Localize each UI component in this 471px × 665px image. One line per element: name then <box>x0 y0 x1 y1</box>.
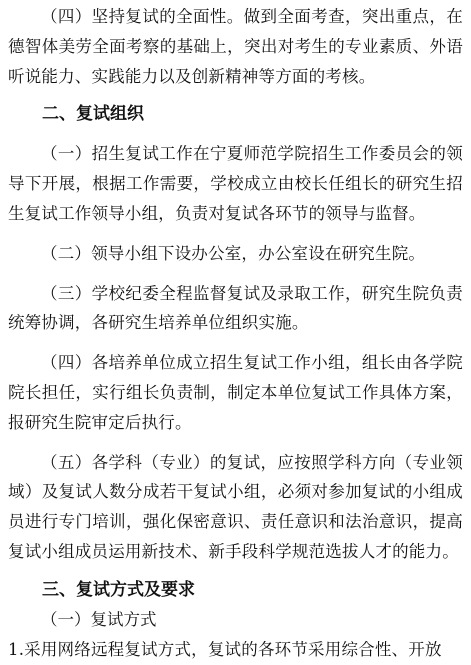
paragraph-org-5: （五）各学科（专业）的复试，应按照学科方向（专业领域）及复试人数分成若干复试小组，必须对参加复试的小组成员进行专门培训，强化保密意识、责任意识和法治意识，提高复试小组成员运用新技术、新手段科学规范选拔人才的能力。 <box>8 452 463 561</box>
paragraph-org-1: （一）招生复试工作在宁夏师范学院招生工作委员会的领导下开展，根据工作需要，学校成立由校长任组长的研究生招生复试工作领导小组，负责对复试各环节的领导与监督。 <box>8 144 463 223</box>
section-heading-2: 二、复试组织 <box>42 104 144 125</box>
section-heading-3: 三、复试方式及要求 <box>42 579 195 600</box>
paragraph-method-1: 1.采用网络远程复试方式，复试的各环节采用综合性、开放 <box>8 639 442 659</box>
subsection-heading-method: （一）复试方式 <box>41 609 157 629</box>
paragraph-org-4: （四）各培养单位成立招生复试工作小组，组长由各学院院长担任，实行组长负责制，制定本单位复试工作具体方案，报研究生院审定后执行。 <box>8 353 463 432</box>
paragraph-principle-4: （四）坚持复试的全面性。做到全面考查，突出重点，在德智体美劳全面考察的基础上，突出对考生的专业素质、外语听说能力、实践能力以及创新精神等方面的考核。 <box>8 7 463 86</box>
paragraph-org-3: （三）学校纪委全程监督复试及录取工作，研究生院负责统筹协调，各研究生培养单位组织实施。 <box>8 283 463 333</box>
paragraph-org-2: （二）领导小组下设办公室，办公室设在研究生院。 <box>41 243 426 263</box>
